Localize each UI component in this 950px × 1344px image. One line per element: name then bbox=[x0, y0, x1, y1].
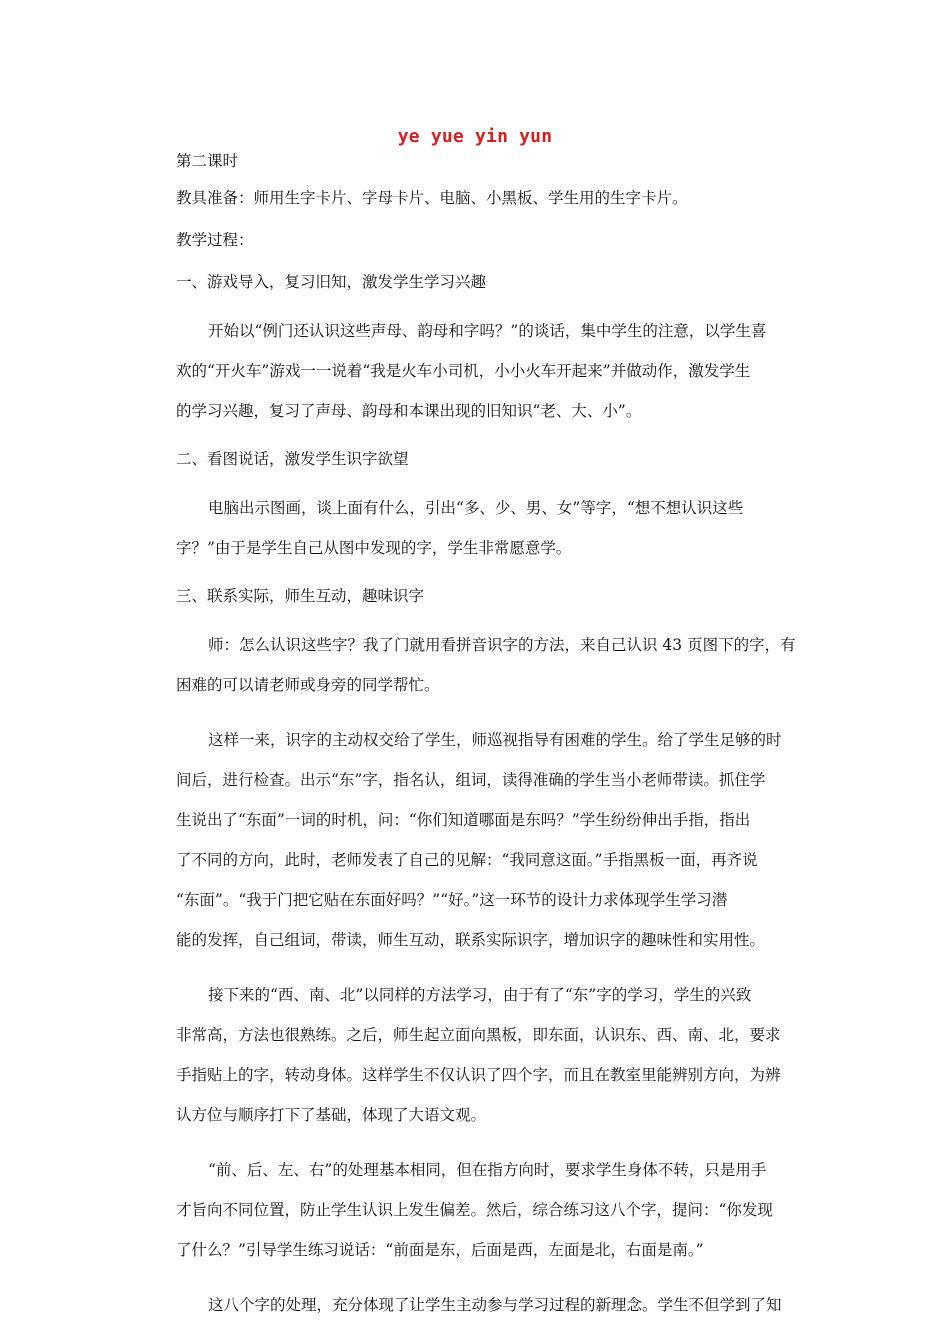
text-line: 字？”由于是学生自己从图中发现的字，学生非常愿意学。 bbox=[176, 539, 572, 557]
section-3-paragraph-3 bbox=[144, 975, 808, 1135]
text-line: 开始以“例门还认识这些声母、韵母和字吗？”的谈话，集中学生的注意，以学生喜 bbox=[208, 322, 767, 340]
text-line: 困难的可以请老师或身旁的同学帮忙。 bbox=[176, 676, 440, 694]
text-line: 电脑出示图画，谈上面有什么，引出“多、少、男、女”等字，“想不想认识这些 bbox=[208, 499, 744, 517]
section-3-paragraph-2 bbox=[144, 720, 808, 960]
text-line: 间后，进行检查。出示“东”字，指名认，组词，读得准确的学生当小老师带读。抓住学 bbox=[176, 771, 766, 789]
section-3-paragraph-1 bbox=[144, 625, 808, 705]
text-line: 的学习兴趣，复习了声母、韵母和本课出现的旧知识“老、大、小”。 bbox=[176, 402, 642, 420]
section-3-heading: 三、联系实际，师生互动，趣味识字 bbox=[176, 587, 425, 605]
lesson-label: 第二课时 bbox=[176, 152, 239, 170]
text-line: 才旨向不同位置，防止学生认识上发生偏差。然后，综合练习这八个字，提问：“你发现 bbox=[176, 1201, 773, 1219]
text-line: 认方位与顺序打下了基础，体现了大语文观。 bbox=[176, 1106, 487, 1124]
text-line: 这样一来，识字的主动权交给了学生，师巡视指导有困难的学生。给了学生足够的时 bbox=[208, 731, 782, 749]
text-line: “东面”。“我于门把它贴在东面好吗？”“好。”这一环节的设计力求体现学生学习潜 bbox=[176, 891, 728, 909]
section-1-heading: 一、游戏导入，复习旧知，激发学生学习兴趣 bbox=[176, 273, 487, 291]
text-line: 了不同的方向，此时，老师发表了自己的见解：“我同意这面。”手指黑板一面，再齐说 bbox=[176, 851, 758, 869]
text-line: 能的发挥，自己组词，带读，师生互动，联系实际识字，增加识字的趣味性和实用性。 bbox=[176, 931, 766, 949]
section-2-heading: 二、看图说话，激发学生识字欲望 bbox=[176, 450, 409, 468]
text-line: 非常高，方法也很熟练。之后，师生起立面向黑板，即东面，认识东、西、南、北，要求 bbox=[176, 1026, 781, 1044]
document-body bbox=[144, 148, 808, 1340]
text-line: 了什么？”引导学生练习说话：“前面是东，后面是西，左面是北，右面是南。” bbox=[176, 1241, 704, 1259]
text-line: 欢的“开火车”游戏一一说着“我是火车小司机，小小火车开起来”并做动作，激发学生 bbox=[176, 362, 751, 380]
process-label: 教学过程： bbox=[176, 231, 254, 249]
text-line: 师：怎么认识这些字？我了门就用看拼音识字的方法，来自己认识 43 页图下的字，有 bbox=[208, 636, 796, 654]
section-3-paragraph-4 bbox=[144, 1150, 808, 1270]
section-2-paragraph bbox=[144, 488, 808, 568]
section-3-paragraph-5 bbox=[144, 1285, 808, 1325]
materials-line: 教具准备：师用生字卡片、字母卡片、电脑、小黑板、学生用的生字卡片。 bbox=[176, 189, 688, 207]
section-1-paragraph bbox=[144, 311, 808, 431]
document-title: ye yue yin yun bbox=[397, 126, 553, 147]
text-line: 手指贴上的字，转动身体。这样学生不仅认识了四个字，而且在教室里能辨别方向，为辨 bbox=[176, 1066, 781, 1084]
text-line: 这八个字的处理，充分体现了让学生主动参与学习过程的新理念。学生不但学到了知 bbox=[208, 1296, 782, 1314]
text-line: 生说出了“东面”一词的时机，问：“你们知道哪面是东吗？”学生纷纷伸出手指，指出 bbox=[176, 811, 751, 829]
text-line: “前、后、左、右”的处理基本相同，但在指方向时，要求学生身体不转，只是用手 bbox=[208, 1161, 767, 1179]
text-line: 接下来的“西、南、北”以同样的方法学习，由于有了“东”字的学习，学生的兴致 bbox=[208, 986, 752, 1004]
